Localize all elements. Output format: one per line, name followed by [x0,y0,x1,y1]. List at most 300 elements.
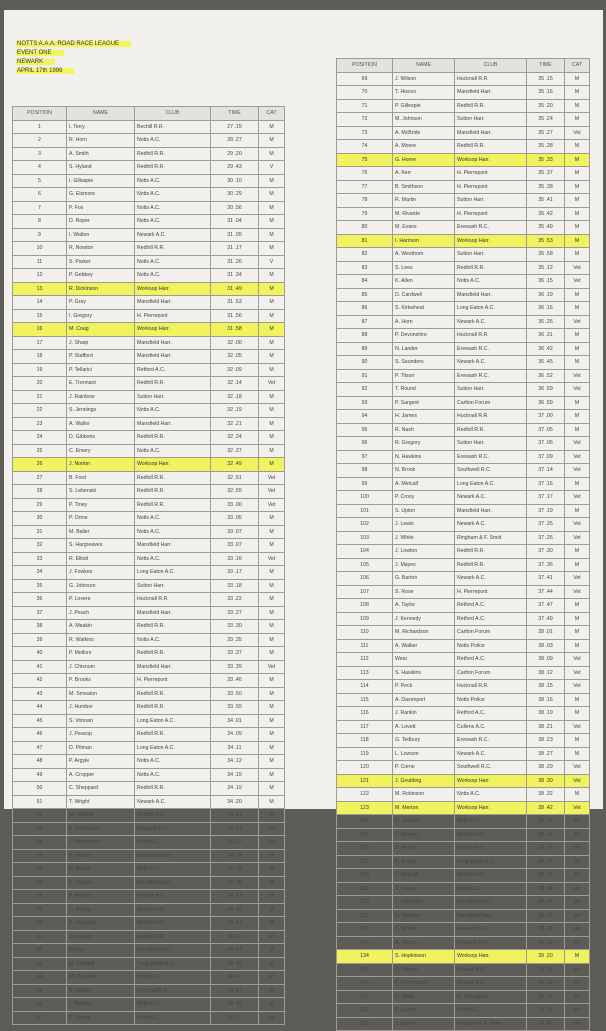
time-cell: 32 .14 [211,377,259,391]
table-row [13,336,285,350]
time-cell: 33 .07 [211,525,259,539]
position-cell: 56 [13,863,67,877]
category-cell: M [565,72,590,86]
position-cell: 52 [13,809,67,823]
runner-name-cell: R. Watkins [67,633,135,647]
table-row [13,714,285,728]
runner-name-cell: J. Skinner [393,828,455,842]
time-cell: 36 .15 [527,275,565,289]
runner-name-cell: J. Norton [67,458,135,472]
runner-name-cell: I. Harrison [393,234,455,248]
runner-name-cell: J. Calthorpe [393,896,455,910]
time-cell: 37 .41 [527,572,565,586]
runner-name-cell: G. Barton [393,572,455,586]
category-cell: M [565,707,590,721]
time-cell: 34 .21 [211,809,259,823]
position-cell: 10 [13,242,67,256]
table-row [13,984,285,998]
time-cell: 35 .33 [527,153,565,167]
runner-name-cell: D. Pitman [67,741,135,755]
position-cell: 62 [13,944,67,958]
category-cell: M [259,134,285,148]
category-cell: V [259,161,285,175]
runner-name-cell: D. Roper [67,215,135,229]
runner-name-cell: J. Metcalf [393,869,455,883]
table-row [13,674,285,688]
runner-name-cell: M. Smeaton [67,687,135,701]
position-cell: 44 [13,701,67,715]
position-cell: 7 [13,201,67,215]
time-cell: 34 .42 [211,930,259,944]
position-cell: 85 [337,288,393,302]
time-cell: 35 .15 [527,72,565,86]
runner-name-cell: P. Argyle [67,755,135,769]
position-cell: 20 [13,377,67,391]
runner-name-cell: S. Lees [393,261,455,275]
position-cell: 118 [337,734,393,748]
runner-name-cell: R. Nowton [67,242,135,256]
category-cell: M [565,990,590,1004]
runner-name-cell: D. Gibbons [67,431,135,445]
runner-name-cell: P. Orme [67,512,135,526]
table-row [337,720,590,734]
runner-name-cell: N. Evans [393,855,455,869]
runner-name-cell: D. Starke [67,1011,135,1025]
club-cell: Erewash R.C. [455,936,527,950]
position-cell: 114 [337,680,393,694]
runner-name-cell: M. Rivarde [393,207,455,221]
position-cell: 119 [337,747,393,761]
position-cell: 50 [13,782,67,796]
time-cell: 33 .27 [211,606,259,620]
club-cell: Mansfield Harr. [135,876,211,890]
runner-name-cell: R. Horn [67,134,135,148]
club-cell: H. Pierrepont [455,207,527,221]
position-cell: 116 [337,707,393,721]
club-cell: Retford A.C. [455,707,527,721]
runner-name-cell: J. Rankin [393,707,455,721]
position-cell: 73 [337,126,393,140]
table-row [337,504,590,518]
club-cell: Newark A.C. [455,315,527,329]
table-row [337,774,590,788]
time-cell: 29 .20 [211,147,259,161]
category-cell: Vet [565,315,590,329]
category-cell: Vet [565,882,590,896]
position-cell: 31 [13,525,67,539]
club-cell: Carlton Forum [455,626,527,640]
table-row [13,822,285,836]
position-cell: 12 [13,269,67,283]
category-cell: M [259,606,285,620]
table-row [337,491,590,505]
table-row [337,882,590,896]
category-cell: M [259,458,285,472]
table-row [13,917,285,931]
position-cell: 106 [337,572,393,586]
category-cell: M [259,768,285,782]
table-row [337,356,590,370]
table-row [337,1017,590,1031]
club-cell: Redhill R.R. [135,620,211,634]
club-cell: Long Eaton A.C. [135,741,211,755]
table-row [337,261,590,275]
runner-name-cell: D. Cardwell [393,288,455,302]
runner-name-cell: G. Jackson [393,815,455,829]
club-cell: Newark A.C. [455,977,527,991]
runner-name-cell: P. Tiney [67,498,135,512]
club-cell: Notts A.C. [455,1004,527,1018]
time-cell: 33 .37 [211,647,259,661]
table-row [337,342,590,356]
position-cell: 17 [13,336,67,350]
runner-name-cell: A. Taylor [393,599,455,613]
category-cell: M [259,741,285,755]
club-cell: Erewash R.C. [455,221,527,235]
cat-header: CAT [259,107,285,121]
table-row [13,633,285,647]
club-cell: Notts A.C. [135,552,211,566]
position-cell: 66 [13,998,67,1012]
table-row [13,296,285,310]
time-cell: 34 .47 [211,984,259,998]
runner-name-cell: P. Hurowwson [393,977,455,991]
club-cell: Sutton Harr. [135,390,211,404]
time-cell: 31 .58 [211,323,259,337]
time-cell: 39 .35 [527,990,565,1004]
category-cell: M [565,747,590,761]
position-cell: 23 [13,417,67,431]
position-cell: 71 [337,99,393,113]
club-cell: H. Pierrepont [455,585,527,599]
category-cell: M [259,930,285,944]
club-cell: Mansfield Harr. [135,944,211,958]
club-cell: Newark A.C. [455,963,527,977]
runner-name-cell: J. Sharp [67,336,135,350]
category-cell: M [259,957,285,971]
table-row [337,936,590,950]
club-cell: Long Eaton A.C. [455,302,527,316]
time-cell: 32 .00 [211,336,259,350]
results-body-right [337,72,590,1031]
club-cell: Sutton Harr. [455,194,527,208]
runner-name-cell: J. Rainbow [67,390,135,404]
position-cell: 135 [337,963,393,977]
runner-name-cell: P. Gebbey [67,269,135,283]
club-cell: Newark A.C. [455,572,527,586]
table-row [337,572,590,586]
table-row [337,950,590,964]
position-cell: 36 [13,593,67,607]
table-row [337,113,590,127]
runner-name-cell: S. Vonnan [67,714,135,728]
position-cell: 46 [13,728,67,742]
runner-name-cell: A. McBride [393,126,455,140]
club-cell: Mansfield Harr. [455,504,527,518]
venue-label: NEWARK [16,58,55,66]
runner-name-cell: J. Mayes [393,558,455,572]
table-row [337,909,590,923]
club-cell: Redhill R.R. [455,558,527,572]
position-cell: 136 [337,977,393,991]
time-cell: 38 .45 [527,815,565,829]
table-row [13,215,285,229]
category-cell: M [259,525,285,539]
category-cell: Vet [259,377,285,391]
time-cell: 31 .26 [211,255,259,269]
position-cell: 59 [13,903,67,917]
position-cell: 24 [13,431,67,445]
club-cell: Notts A.C. [135,134,211,148]
category-cell: M [259,296,285,310]
league-title: NOTTS A.A.A. ROAD RACE LEAGUE [16,40,131,48]
time-cell: 36 .59 [527,396,565,410]
club-cell: Erewash R.C. [455,369,527,383]
category-cell: M [565,207,590,221]
club-cell: Worksop Harr. [455,234,527,248]
table-row [13,147,285,161]
time-cell: 38 .15 [527,680,565,694]
table-row [337,585,590,599]
time-cell: 37 .14 [527,464,565,478]
time-cell: 37 .36 [527,558,565,572]
runner-name-cell: M. Evans [393,221,455,235]
club-cell: Notts A.C. [135,512,211,526]
table-row [13,701,285,715]
club-cell: Mansfield Harr. [135,606,211,620]
club-cell: Redhill R.R. [135,917,211,931]
position-cell: 60 [13,917,67,931]
category-cell: M [565,86,590,100]
club-cell: Redhill R.R. [135,687,211,701]
club-cell: Notts A.C. [135,863,211,877]
category-cell: M [259,714,285,728]
table-header-row [337,59,590,73]
time-cell: 33 .16 [211,552,259,566]
position-cell: 91 [337,369,393,383]
time-cell: 33 .46 [211,674,259,688]
table-row [337,86,590,100]
time-cell: 38 .42 [527,801,565,815]
time-cell: 34 .46 [211,971,259,985]
table-row [13,134,285,148]
table-row [13,944,285,958]
position-cell: 34 [13,566,67,580]
club-cell: Hucknall R.R. [455,680,527,694]
category-cell: M [259,350,285,364]
category-cell: Vet [259,552,285,566]
club-header: CLUB [455,59,527,73]
time-cell: 37 .05 [527,423,565,437]
position-cell: 98 [337,464,393,478]
position-cell: 96 [337,437,393,451]
runner-name-cell: P. Devonshire [393,329,455,343]
name-header: NAME [393,59,455,73]
time-cell: 34 .09 [211,728,259,742]
club-cell: Redhill R.R. [135,147,211,161]
runner-name-cell: C. Emery [67,444,135,458]
runner-name-cell: S. Rose [393,585,455,599]
results-table-right [336,58,590,1031]
time-cell: 34 .35 [211,863,259,877]
table-row [337,599,590,613]
club-cell: Sutton Harr. [455,248,527,262]
runner-name-cell: A. Kerr [393,167,455,181]
time-cell: 39 .01 [527,855,565,869]
position-cell: 133 [337,936,393,950]
time-cell: 35 .28 [527,140,565,154]
category-cell: M [565,977,590,991]
category-cell: M [259,728,285,742]
club-cell: Worksop Harr. [455,950,527,964]
position-cell: 57 [13,876,67,890]
club-header: CLUB [135,107,211,121]
table-row [337,383,590,397]
runner-name-cell: A. Smith [67,147,135,161]
club-cell: Mansfield Harr. [455,126,527,140]
category-cell: M [259,984,285,998]
club-cell: H. Pierrepont [455,167,527,181]
position-cell: 27 [13,471,67,485]
runner-name-cell: S. Whittle [393,923,455,937]
club-cell: Retford A.C. [135,363,211,377]
table-row [337,828,590,842]
position-cell: 107 [337,585,393,599]
category-cell: M [259,174,285,188]
table-row [13,998,285,1012]
table-row [337,801,590,815]
table-row [13,525,285,539]
time-cell: 34 .45 [211,957,259,971]
table-row [13,444,285,458]
category-cell: Vet [565,572,590,586]
time-cell: 35 .41 [527,194,565,208]
runner-name-cell: A. Horn [393,315,455,329]
club-cell: Notts A.C. [135,768,211,782]
table-row [337,437,590,451]
runner-name-cell: A. Lovett [393,720,455,734]
table-row [337,653,590,667]
time-cell: 39 .28 [527,963,565,977]
category-cell: M [565,423,590,437]
position-cell: 30 [13,512,67,526]
position-cell: 54 [13,836,67,850]
runner-name-cell: A. Davenport [393,693,455,707]
position-cell: 120 [337,761,393,775]
time-cell: 38 .03 [527,639,565,653]
club-cell: Redhill R.R. [135,485,211,499]
table-row [337,275,590,289]
table-row [13,728,285,742]
table-row [337,464,590,478]
runner-name-cell: N. Lander [393,342,455,356]
position-cell: 53 [13,822,67,836]
time-cell: 37 .49 [527,612,565,626]
position-cell: 84 [337,275,393,289]
category-cell: M [259,809,285,823]
runner-name-cell: M. Robinson [393,788,455,802]
category-cell: M [259,323,285,337]
time-cell: 34 .37 [211,890,259,904]
table-row [13,255,285,269]
club-cell: Mansfield Harr. [135,660,211,674]
position-cell: 99 [337,477,393,491]
club-cell: Newark A.C. [135,890,211,904]
category-cell: M [259,282,285,296]
club-cell: Newark A.C. [455,747,527,761]
club-cell: Notts A.C. [135,836,211,850]
category-cell: M [259,404,285,418]
table-row [337,288,590,302]
category-cell: M [565,693,590,707]
runner-name-cell: R. Martin [393,194,455,208]
time-cell: 33 .07 [211,539,259,553]
table-row [13,1011,285,1025]
name-header: NAME [67,107,135,121]
table-row [13,836,285,850]
runner-name-cell: Wear [393,653,455,667]
time-cell: 34 .34 [211,849,259,863]
club-cell: Notts A.C. [135,255,211,269]
category-cell: Vet [565,383,590,397]
time-header: TIME [527,59,565,73]
time-cell: 36 .59 [527,383,565,397]
club-cell: Redhill R.R. [135,701,211,715]
club-cell: Southwell R.C. [455,464,527,478]
table-row [337,963,590,977]
position-cell: 105 [337,558,393,572]
position-cell: 37 [13,606,67,620]
position-cell: 70 [337,86,393,100]
category-cell: M [565,140,590,154]
position-cell: 129 [337,882,393,896]
table-row [13,755,285,769]
club-cell: Worksop Harr. [455,774,527,788]
time-cell: 31 .05 [211,228,259,242]
category-cell: M [259,215,285,229]
runner-name-cell: J. Humber [67,701,135,715]
club-cell: Erewash R.C. [455,923,527,937]
position-cell: 25 [13,444,67,458]
category-cell: M [565,288,590,302]
category-cell: M [565,639,590,653]
club-cell: Hucknall R.R. [455,329,527,343]
club-cell: Long Eaton A.C. [455,477,527,491]
category-cell: M [259,647,285,661]
club-cell: Redhill R.R. [135,161,211,175]
table-row [337,558,590,572]
time-cell: 38 .16 [527,693,565,707]
club-cell: Redhill R.R. [455,828,527,842]
table-row [13,498,285,512]
table-row [13,957,285,971]
club-cell: Hucknall R.R. [135,593,211,607]
table-row [337,761,590,775]
time-cell: 35 .16 [527,86,565,100]
runner-name-cell: S. Ladrio [393,1017,455,1031]
position-cell: 22 [13,404,67,418]
table-row [337,234,590,248]
runner-name-cell: K. Allen [393,275,455,289]
time-cell: 32 .05 [211,350,259,364]
club-cell: Bechill R.R. [135,120,211,134]
position-cell: 80 [337,221,393,235]
club-cell: Redhill R.R. [135,728,211,742]
position-cell: 2 [13,134,67,148]
position-cell: 72 [337,113,393,127]
position-cell: 76 [337,167,393,181]
position-cell: 121 [337,774,393,788]
